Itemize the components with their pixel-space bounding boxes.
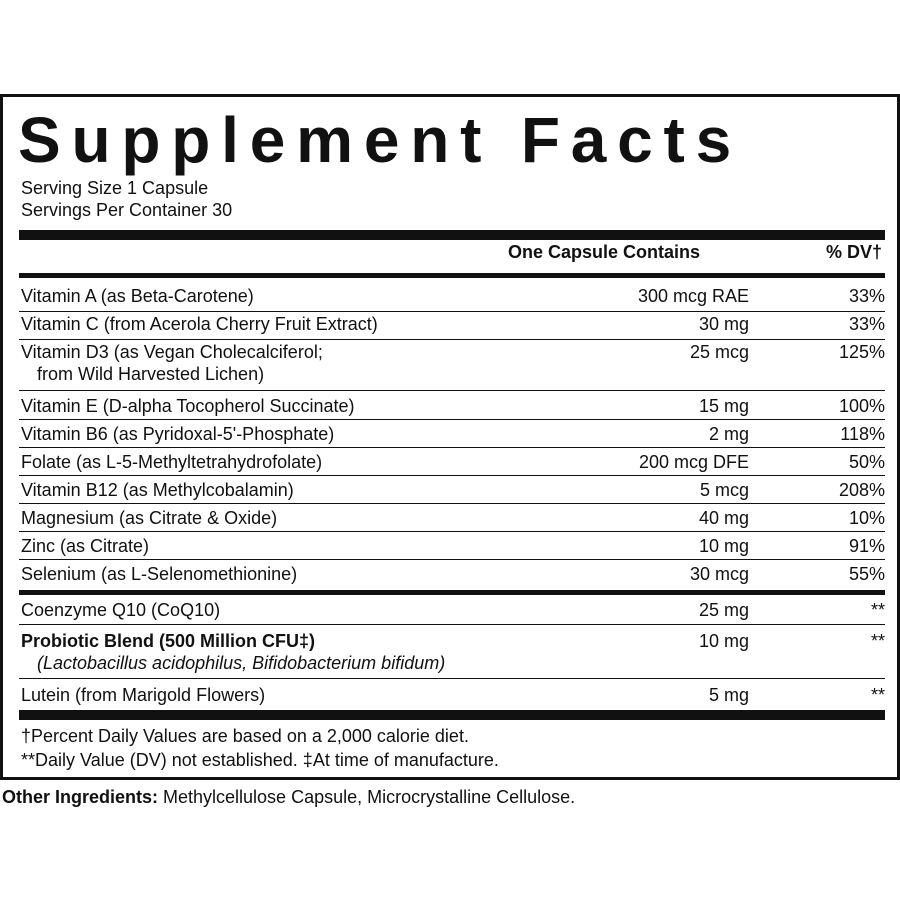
nutrient-row bbox=[19, 630, 885, 679]
other-ingredients bbox=[2, 786, 575, 808]
footnote-not-established: **Daily Value (DV) not established. ‡At time of manufacture. bbox=[21, 750, 499, 770]
serving-size: Serving Size 1 Capsule bbox=[21, 178, 209, 198]
panel-title: Supplement Facts bbox=[18, 104, 743, 176]
nutrient-dv: 33% bbox=[848, 314, 885, 334]
dv-column-header: % DV† bbox=[825, 242, 882, 262]
nutrient-dv: 33% bbox=[848, 286, 885, 306]
nutrient-name-continued: (Lactobacillus acidophilus, Bifidobacterium bifidum) bbox=[37, 653, 446, 673]
nutrient-row bbox=[19, 313, 885, 340]
nutrient-row bbox=[19, 507, 885, 532]
nutrient-row bbox=[19, 535, 885, 560]
nutrient-amount: 30 mcg bbox=[689, 564, 749, 584]
nutrient-row bbox=[19, 285, 885, 312]
nutrient-row bbox=[19, 599, 885, 625]
nutrient-name: Vitamin A (as Beta-Carotene) bbox=[21, 286, 254, 306]
amount-column-header: One Capsule Contains bbox=[508, 242, 701, 262]
nutrient-dv: 91% bbox=[848, 536, 885, 556]
nutrient-row bbox=[19, 479, 885, 504]
nutrient-row bbox=[19, 341, 885, 391]
nutrient-dv: ** bbox=[870, 631, 885, 651]
nutrient-name: Selenium (as L-Selenomethionine) bbox=[21, 564, 298, 584]
thick-divider-top bbox=[19, 230, 885, 240]
other-ingredients-label: Other Ingredients: bbox=[2, 787, 159, 807]
nutrient-name: Zinc (as Citrate) bbox=[21, 536, 150, 556]
nutrient-dv: 125% bbox=[838, 342, 885, 362]
nutrient-row bbox=[19, 684, 885, 708]
nutrient-name: Coenzyme Q10 (CoQ10) bbox=[21, 600, 221, 620]
nutrient-dv: ** bbox=[870, 685, 885, 705]
servings-per-container: Servings Per Container 30 bbox=[21, 200, 233, 220]
nutrient-row bbox=[19, 423, 885, 448]
nutrient-amount: 2 mg bbox=[708, 424, 749, 444]
nutrient-amount: 25 mg bbox=[698, 600, 749, 620]
nutrient-amount: 5 mcg bbox=[699, 480, 749, 500]
nutrient-name: Vitamin E (D-alpha Tocopherol Succinate) bbox=[21, 396, 355, 416]
nutrient-dv: ** bbox=[870, 600, 885, 620]
nutrient-name: Vitamin C (from Acerola Cherry Fruit Extract) bbox=[21, 314, 378, 334]
thick-divider-bottom bbox=[19, 710, 885, 720]
nutrient-dv: 55% bbox=[848, 564, 885, 584]
nutrient-amount: 5 mg bbox=[708, 685, 749, 705]
supplement-facts-panel bbox=[0, 94, 900, 780]
nutrient-dv: 10% bbox=[848, 508, 885, 528]
nutrient-row bbox=[19, 451, 885, 476]
nutrient-row bbox=[19, 563, 885, 587]
nutrient-name: Folate (as L-5-Methyltetrahydrofolate) bbox=[21, 452, 323, 472]
nutrient-name: Vitamin B12 (as Methylcobalamin) bbox=[21, 480, 294, 500]
nutrient-name: Vitamin D3 (as Vegan Cholecalciferol; bbox=[21, 342, 323, 362]
footnote-dv: †Percent Daily Values are based on a 2,000 calorie diet. bbox=[21, 726, 469, 746]
nutrient-amount: 300 mcg RAE bbox=[637, 286, 749, 306]
other-ingredients-text: Methylcellulose Capsule, Microcrystalline Cellulose. bbox=[158, 787, 576, 807]
nutrient-amount: 200 mcg DFE bbox=[638, 452, 749, 472]
nutrient-name: Probiotic Blend (500 Million CFU‡) bbox=[21, 631, 316, 651]
nutrient-dv: 50% bbox=[848, 452, 885, 472]
nutrient-name: Magnesium (as Citrate & Oxide) bbox=[21, 508, 278, 528]
nutrient-name-continued: from Wild Harvested Lichen) bbox=[37, 364, 265, 384]
nutrient-amount: 25 mcg bbox=[689, 342, 749, 362]
nutrient-dv: 100% bbox=[838, 396, 885, 416]
medium-divider bbox=[19, 273, 885, 278]
nutrient-dv: 118% bbox=[840, 424, 885, 444]
nutrient-amount: 30 mg bbox=[698, 314, 749, 334]
nutrient-dv: 208% bbox=[838, 480, 885, 500]
nutrient-amount: 10 mg bbox=[698, 536, 749, 556]
medium-divider bbox=[19, 590, 885, 595]
nutrient-amount: 15 mg bbox=[698, 396, 749, 416]
nutrient-amount: 40 mg bbox=[698, 508, 749, 528]
nutrient-amount: 10 mg bbox=[698, 631, 749, 651]
nutrient-name: Lutein (from Marigold Flowers) bbox=[21, 685, 266, 705]
nutrient-name: Vitamin B6 (as Pyridoxal-5'-Phosphate) bbox=[21, 424, 335, 444]
nutrient-row bbox=[19, 395, 885, 420]
